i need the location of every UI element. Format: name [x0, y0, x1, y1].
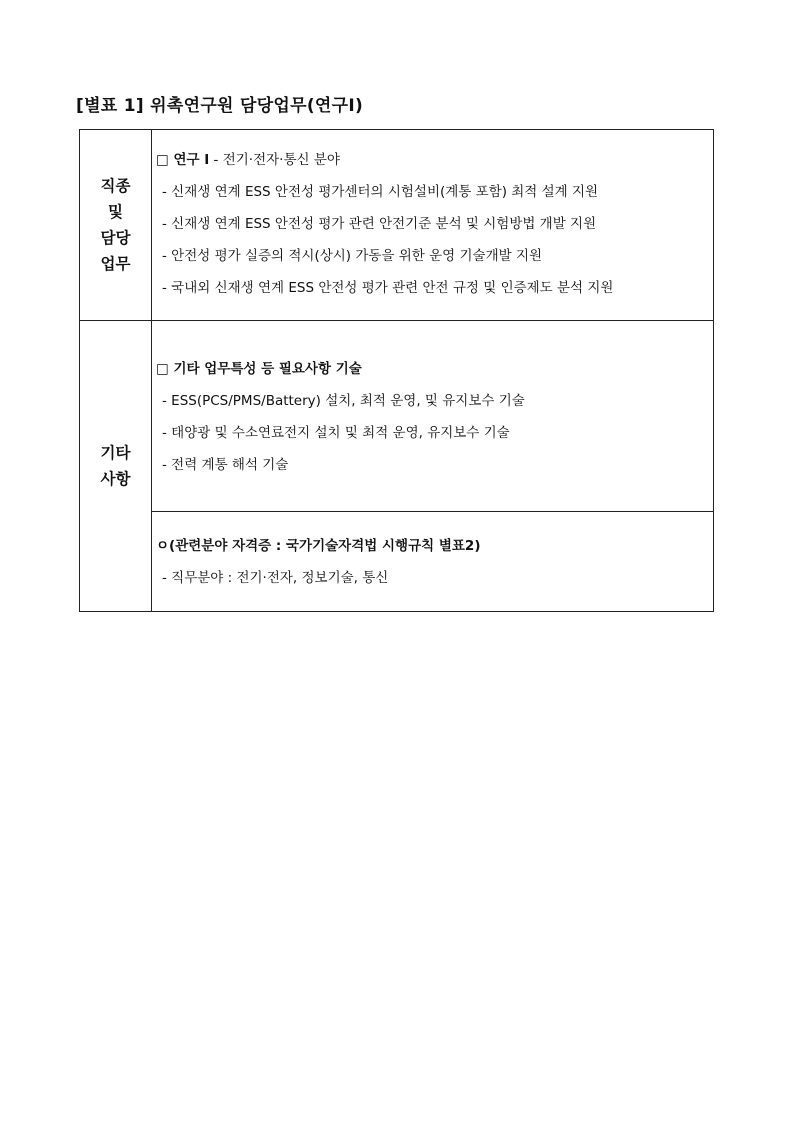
list-item: - 국내외 신재생 연계 ESS 안전성 평가 관련 안전 규정 및 인증제도 분석 지원	[162, 280, 614, 296]
content-cell-other	[152, 321, 714, 512]
list-item: - 태양광 및 수소연료전지 설치 및 최적 운영, 유지보수 기술	[162, 425, 510, 441]
table-row-other	[80, 321, 714, 512]
list-item: - ESS(PCS/PMS/Battery) 설치, 최적 운영, 및 유지보수 기술	[162, 393, 525, 409]
content-cell-cert	[152, 512, 714, 612]
document-title: [별표 1] 위촉연구원 담당업무(연구I)	[76, 96, 364, 116]
list-item: - 전력 계통 해석 기술	[162, 457, 289, 473]
table-row-duties	[80, 130, 714, 321]
section-heading: ㅇ(관련분야 자격증 : 국가기술자격법 시행규칙 별표2)	[156, 538, 481, 554]
label-line: 사항	[100, 470, 131, 488]
duties-table	[79, 129, 714, 612]
label-cell-other	[80, 321, 152, 612]
section-heading	[156, 144, 711, 176]
label-line: 직종	[100, 177, 131, 195]
heading-sub: - 전기·전자·통신 분야	[209, 152, 340, 168]
list-item: - 안전성 평가 실증의 적시(상시) 가동을 위한 운영 기술개발 지원	[162, 248, 543, 264]
section-heading: □ 기타 업무특성 등 필요사항 기술	[156, 361, 362, 377]
table-row-cert	[80, 512, 714, 612]
label-cell-duties	[80, 130, 152, 321]
label-line: 기타	[100, 444, 131, 462]
list-item: - 신재생 연계 ESS 안전성 평가 관련 안전기준 분석 및 시험방법 개발 지원	[162, 216, 597, 232]
list-item: - 신재생 연계 ESS 안전성 평가센터의 시험설비(계통 포함) 최적 설계 지원	[162, 184, 599, 200]
label-line: 업무	[100, 255, 131, 273]
label-line: 담당	[100, 229, 131, 247]
heading-main: □ 연구 Ⅰ	[156, 152, 210, 168]
label-line: 및	[108, 203, 123, 221]
list-item: - 직무분야 : 전기·전자, 정보기술, 통신	[162, 570, 389, 586]
content-cell-duties	[152, 130, 714, 321]
